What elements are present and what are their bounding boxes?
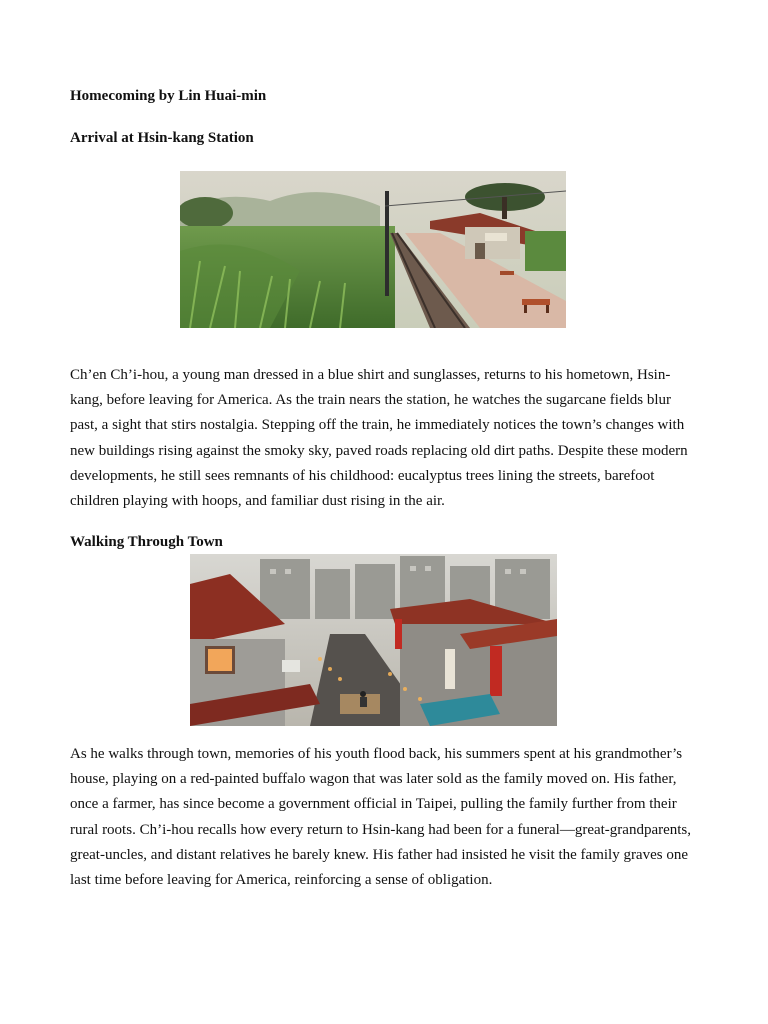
section-paragraph-arrival: Ch’en Ch’i-hou, a young man dressed in a blue shirt and sunglasses, returns to his hometown, Hsin-kang, before leaving for America. As the train nears the station, he watches the sugarcane fields blur past, a sight that stirs nostalgia. Stepping off the train, he immediately notices the town’s changes with new buildings rising against the smoky sky, paved roads replacing old dirt paths. Despite these modern developments, he still sees remnants of his childhood: eucalyptus trees lining the streets, barefoot children playing with hoops, and familiar dust rising in the air. — [70, 367, 688, 510]
section-heading-walking: Walking Through Town — [70, 534, 223, 550]
town-street-illustration — [190, 554, 557, 726]
section-paragraph-walking: As he walks through town, memories of his youth flood back, his summers spent at his grandmother’s house, playing on a red-painted buffalo wagon that was later sold as the family moved on. His father, once a farmer, has since become a government official in Taipei, pulling the family further from their rural roots. Ch’i-hou recalls how every return to Hsin-kang had been for a funeral—great-grandparents, great-uncles, and distant relatives he barely knew. His father had insisted he visit the family graves one last time before leaving for America, reinforcing a sense of obligation. — [70, 746, 692, 889]
station-illustration — [180, 171, 566, 328]
document-title: Homecoming by Lin Huai-min — [70, 88, 267, 104]
section-heading-arrival: Arrival at Hsin-kang Station — [70, 130, 254, 146]
